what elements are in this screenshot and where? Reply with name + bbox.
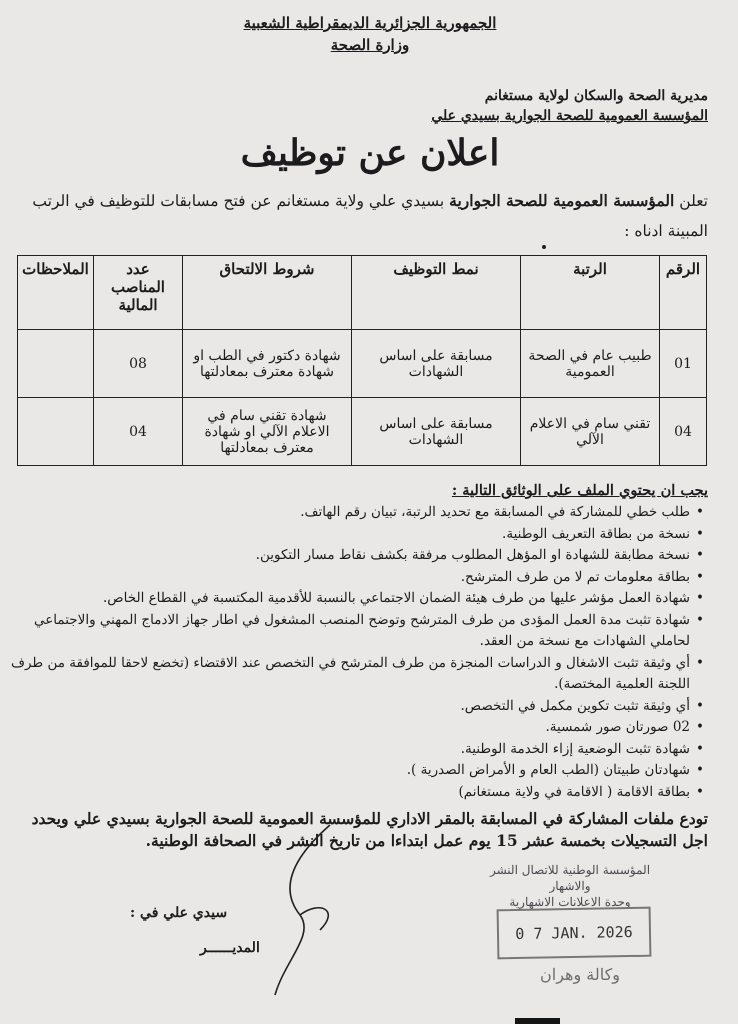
director-title: المديــــــر [200,940,260,956]
table-row [18,330,707,398]
ministry-header: وزارة الصحة [330,36,410,54]
list-item: • شهادة العمل مؤشر عليها من طرف هيئة الضمان الاجتماعي بالنسبة للأقدمية المكتسبة في القطاع الخاص. [10,588,690,610]
list-item: • أي وثيقة تثبت تكوين مكمل في التخصص. [10,696,690,718]
table-row [18,398,707,466]
table-header-row [18,256,707,330]
directorate-name: مديرية الصحة والسكان لولاية مستغانم [484,88,708,104]
intro-rest: بسيدي علي ولاية مستغانم عن فتح مسابقات للتوظيف في الرتب المبينة ادناه : [32,192,708,240]
publisher-stamp-text [470,862,670,910]
list-item: • نسخة من بطاقة التعريف الوطنية. [10,524,690,546]
header-number: الرقم [660,256,707,330]
list-item: • بطاقة معلومات تم لا من طرف المترشح. [10,567,690,589]
intro-institution: المؤسسة العمومية للصحة الجوارية [449,191,675,210]
row-notes [18,330,94,398]
page-title: اعلان عن توظيف [240,132,500,174]
date-stamp: 0 7 JAN. 2026 [497,907,652,960]
header-mode: نمط التوظيف [352,256,521,330]
row-count: 08 [94,330,183,398]
row-mode: مسابقة على اساس الشهادات [352,330,521,398]
stamp-bottom-text: وكالة وهران [540,965,620,984]
row-grade: تقني سام في الاعلام الآلي [521,398,660,466]
header-grade: الرتبة [521,256,660,330]
documents-title: يجب ان يحتوي الملف على الوثائق التالية : [451,482,708,499]
submission-note: تودع ملفات المشاركة في المسابقة بالمقر الاداري للمؤسسة العمومية للصحة الجوارية بسيدي علي ويحدد اجل التسجيلات بخمسة عشر 15 يوم عمل ابتداءا من تاريخ النشر في الصحافة الوطنية. [31,809,708,850]
header-notes: الملاحظات [18,256,94,330]
list-item: • شهادتان طبيتان (الطب العام و الأمراض الصدرية ). [10,760,690,782]
list-item: • طلب خطي للمشاركة في المسابقة مع تحديد الرتبة، تبيان رقم الهاتف. [10,502,690,524]
list-item: • شهادة تثبت مدة العمل المؤدى من طرف المترشح وتوضح المنصب المشغول في اطار جهاز الادماج المهني والاجتماعي لحاملي الشهادات مع نسخة من العقد. [10,610,690,653]
institution-name: المؤسسة العمومية للصحة الجوارية بسيدي علي [431,108,708,124]
row-mode: مسابقة على اساس الشهادات [352,398,521,466]
ink-dot [542,245,546,249]
row-number: 04 [660,398,707,466]
signature-mark [260,820,360,1000]
intro-lead: تعلن [679,192,708,210]
intro-paragraph [18,186,708,246]
documents-list [10,502,708,803]
list-item: • أي وثيقة تثبت الاشغال و الدراسات المنجزة من طرف المترشح في التخصص عند الاقتضاء (تخضع لاحقا للموافقة من طرف اللجنة العلمية المختصة). [10,653,690,696]
row-conditions: شهادة تقني سام في الاعلام الآلي او شهادة معترف بمعادلتها [183,398,352,466]
stamp-unit: وحدة الاعلانات الاشهارية [509,895,631,909]
row-number: 01 [660,330,707,398]
list-item: • نسخة مطابقة للشهادة او المؤهل المطلوب مرفقة بكشف نقاط مسار التكوين. [10,545,690,567]
place-line: سيدي علي في : [130,905,228,921]
republic-header: الجمهورية الجزائرية الديمقراطية الشعبية [243,14,497,32]
row-count: 04 [94,398,183,466]
row-notes [18,398,94,466]
header-conditions: شروط الالتحاق [183,256,352,330]
list-item: • 02 صورتان صور شمسية. [10,717,690,739]
row-grade: طبيب عام في الصحة العمومية [521,330,660,398]
positions-table [17,255,707,466]
list-item: • بطاقة الاقامة ( الاقامة في ولاية مستغانم) [10,782,690,804]
list-item: • شهادة تثبت الوضعية إزاء الخدمة الوطنية. [10,739,690,761]
scan-mark [515,1018,560,1024]
header-count: عدد المناصب المالية [94,256,183,330]
row-conditions: شهادة دكتور في الطب او شهادة معترف بمعادلتها [183,330,352,398]
stamp-agency: المؤسسة الوطنية للاتصال النشر والاشهار [489,863,651,893]
